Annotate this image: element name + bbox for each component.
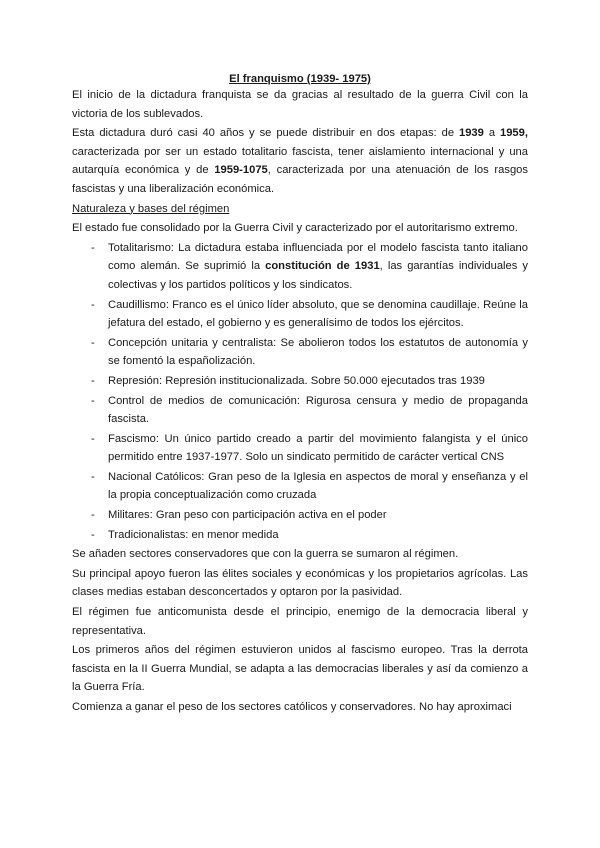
stages-bold-1939: 1939 <box>458 127 484 140</box>
represion-text: Represión: Represión institucionalizada. Sobre 50.000 ejecutados tras 1939 <box>108 374 485 387</box>
list-dash: - <box>91 336 95 349</box>
stages-text-2: a <box>483 127 500 140</box>
fascismo-text: Fascismo: Un único partido creado a partir del movimiento falangista y el único permitido entre 1937-1977. Solo un sindicato permitido de carácter vertical CNS <box>108 432 528 464</box>
list-item-tradicionalistas <box>72 526 528 545</box>
paragraph-conservadores: Se añaden sectores conservadores que con la guerra se sumaron al régimen. <box>72 548 459 561</box>
totalitarismo-text-2: , las garantías individuales y colectivas y los partidos políticos y los sindicatos. <box>108 260 528 291</box>
tradicionalistas-text: Tradicionalistas: en menor medida <box>108 528 279 541</box>
list-item-totalitarismo <box>72 239 528 295</box>
list-item-militares <box>72 506 528 525</box>
paragraph-apoyo: Su principal apoyo fueron las élites sociales y económicas y los propietarios agrícolas. Las clases medias estaban desconcertados y optaron por la pasividad. <box>72 567 528 599</box>
section-intro: El estado fue consolidado por la Guerra Civil y caracterizado por el autoritarismo extremo. <box>72 222 518 235</box>
totalitarismo-text-1: Totalitarismo: La dictadura estaba influenciada por el modelo fascista tanto italiano como alemán. Se suprimió la <box>108 241 528 273</box>
list-dash: - <box>91 298 95 311</box>
document-page <box>72 72 528 718</box>
section-heading: Naturaleza y bases del régimen <box>72 202 230 215</box>
list-dash: - <box>91 509 95 522</box>
nacional-text: Nacional Católicos: Gran peso de la Iglesia en aspectos de moral y enseñanza y el la propia conceptualización como cruzada <box>108 470 528 502</box>
intro-paragraph: El inicio de la dictadura franquista se da gracias al resultado de la guerra Civil con la victoria de los sublevados. <box>72 89 528 120</box>
list-dash: - <box>91 241 95 254</box>
list-item-concepcion <box>72 334 528 371</box>
caudillismo-text: Caudillismo: Franco es el único líder absoluto, que se denomina caudillaje. Reúne la jefatura del estado, el gobierno y es generalísimo de todos los ejércitos. <box>108 298 528 330</box>
paragraph-anticomunista: El régimen fue anticomunista desde el principio, enemigo de la democracia liberal y representativa. <box>72 606 528 637</box>
list-item-fascismo <box>72 430 528 467</box>
stages-bold-1959: 1959, <box>499 127 528 140</box>
list-item-control <box>72 392 528 429</box>
list-dash: - <box>91 470 95 483</box>
list-item-caudillismo <box>72 296 528 333</box>
document-title: El franquismo (1939- 1975) <box>229 73 371 85</box>
control-text: Control de medios de comunicación: Rigurosa censura y medio de propaganda fascista. <box>108 394 528 426</box>
stages-paragraph <box>72 124 528 198</box>
stages-text-4: , caracterizada por una atenuación de los rasgos fascistas y una liberalización económica. <box>72 164 528 195</box>
list-dash: - <box>91 432 95 445</box>
regime-bases-list <box>72 239 528 545</box>
list-dash: - <box>91 394 95 407</box>
concepcion-text: Concepción unitaria y centralista: Se abolieron todos los estatutos de autonomía y se fomentó la españolización. <box>108 336 528 368</box>
stages-bold-1959-1075: 1959-1075 <box>214 164 268 177</box>
list-dash: - <box>91 374 95 387</box>
militares-text: Militares: Gran peso con participación activa en el poder <box>108 509 387 522</box>
stages-text-3: caracterizada por ser un estado totalitario fascista, tener aislamiento internacional y una autarquía económica y de <box>72 145 528 177</box>
paragraph-fascismo-europeo: Los primeros años del régimen estuvieron unidos al fascismo europeo. Tras la derrota fascista en la II Guerra Mundial, se adapta a las democracias liberales y así da comienzo a la Guerra Fría. <box>72 644 528 694</box>
paragraph-catolicos: Comienza a ganar el peso de los sectores católicos y conservadores. No hay aproximaci <box>72 701 512 713</box>
list-item-nacional <box>72 468 528 505</box>
list-item-represion <box>72 372 528 391</box>
list-dash: - <box>91 528 95 541</box>
totalitarismo-bold: constitución de 1931 <box>265 260 380 273</box>
stages-text-1: Esta dictadura duró casi 40 años y se puede distribuir en dos etapas: de <box>72 127 459 140</box>
